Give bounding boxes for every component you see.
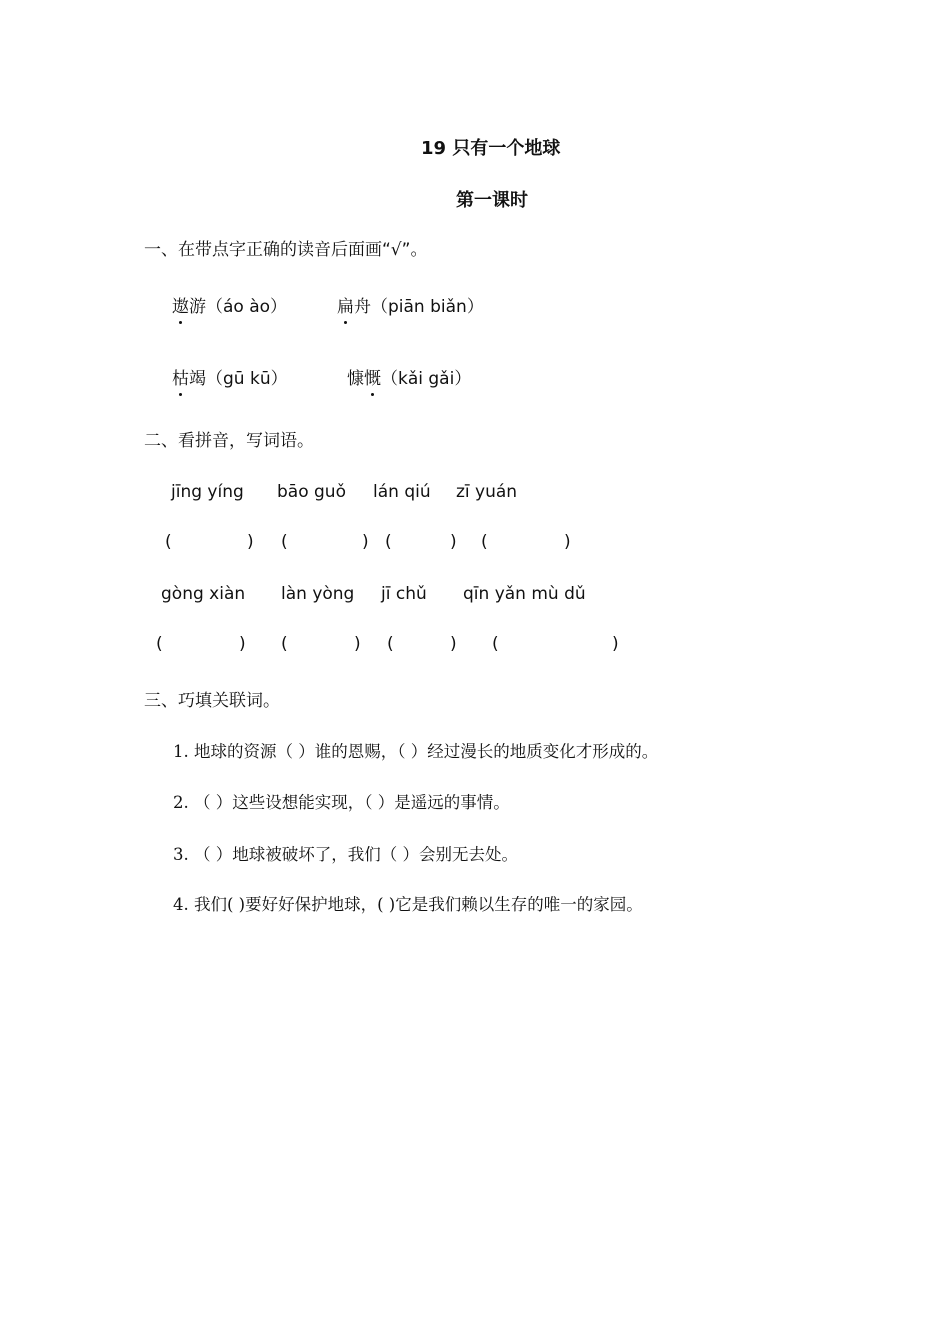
pinyin-word: bāo guǒ [277,482,346,502]
answer-blank-close: ) [450,532,457,552]
answer-blank-close: ) [362,532,369,552]
dotted-char: 枯 [172,364,189,389]
answer-blank-close: ) [612,634,619,654]
answer-blank-open: ( [481,532,488,552]
pinyin-word: zī yuán [456,482,518,502]
answer-blank-close: ) [450,634,457,654]
dotted-char: 扁 [337,292,354,317]
answer-blank-close: ) [239,634,246,654]
answer-blank-open: ( [387,634,394,654]
pronunciation-item [337,292,484,317]
fill-sentence-1: 1. 地球的资源（ ）谁的恩赐，（ ）经过漫长的地质变化才形成的。 [173,742,659,761]
answer-blank-close: ) [564,532,571,552]
pronunciation-item [347,364,471,389]
answer-blank-open: ( [281,532,288,552]
answer-blank-close: ) [247,532,254,552]
fill-sentence-3: 3. （ ）地球被破坏了，我们（ ）会别无去处。 [173,845,518,864]
section2-heading: 二、看拼音，写词语。 [144,431,314,451]
page-subtitle: 第一课时 [456,190,528,211]
dotted-char: 遨 [172,292,189,317]
answer-blank-open: ( [385,532,392,552]
pinyin-word: lán qiú [373,482,431,502]
dotted-char: 慨 [364,364,381,389]
pinyin-word: gòng xiàn [161,584,246,604]
section1-heading: 一、在带点字正确的读音后面画“√”。 [144,240,428,260]
pronunciation-item [172,292,287,317]
answer-blank-open: ( [492,634,499,654]
char: 慷 [347,369,364,389]
pinyin-word: jī chǔ [381,584,427,604]
answer-blank-open: ( [165,532,172,552]
fill-sentence-4: 4. 我们( )要好好保护地球，( )它是我们赖以生存的唯一的家园。 [173,895,643,914]
page-title: 19 只有一个地球 [421,138,561,159]
fill-sentence-2: 2. （ ）这些设想能实现，（ ）是遥远的事情。 [173,793,510,812]
pinyin-options: （kǎi gǎi） [381,369,472,389]
char: 竭 [189,369,206,389]
answer-blank-close: ) [354,634,361,654]
section3-heading: 三、巧填关联词。 [144,691,280,711]
pinyin-options: （piān biǎn） [371,297,484,317]
answer-blank-open: ( [281,634,288,654]
pinyin-word: qīn yǎn mù dǔ [463,584,586,604]
char: 舟 [354,297,371,317]
pronunciation-item [172,364,288,389]
answer-blank-open: ( [156,634,163,654]
pinyin-word: jīng yíng [171,482,244,502]
pinyin-options: （áo ào） [206,297,288,317]
char: 游 [189,297,206,317]
pinyin-options: （gū kū） [206,369,288,389]
pinyin-word: làn yòng [281,584,355,604]
